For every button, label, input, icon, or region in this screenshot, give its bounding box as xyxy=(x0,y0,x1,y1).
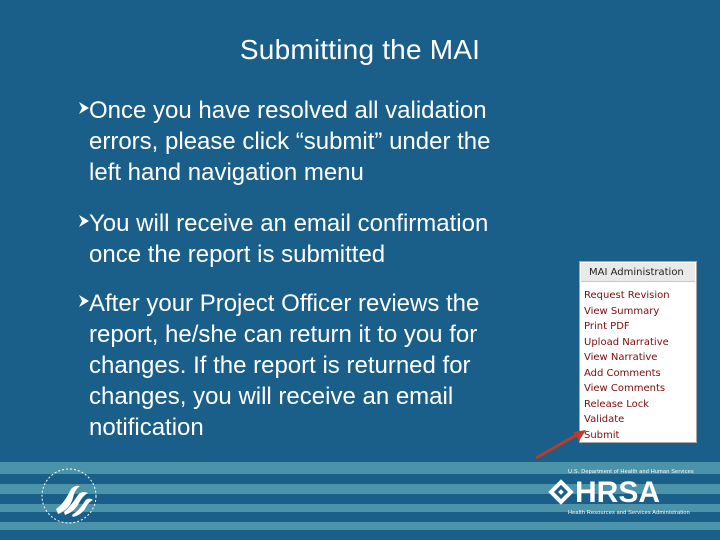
bullet-text xyxy=(89,288,559,443)
bullet-line: changes, you will receive an email xyxy=(89,383,454,410)
menu-item-request-revision[interactable]: Request Revision xyxy=(584,290,670,301)
menu-item-validate[interactable]: Validate xyxy=(584,414,625,425)
hrsa-department-line: U.S. Department of Health and Human Services xyxy=(568,469,694,475)
hrsa-wordmark: HRSA xyxy=(575,476,661,509)
menu-item-upload-narrative[interactable]: Upload Narrative xyxy=(584,336,669,348)
menu-item-view-summary[interactable]: View Summary xyxy=(584,305,660,317)
bullet-line: notification xyxy=(89,414,204,441)
menu-item-submit[interactable]: Submit xyxy=(584,429,620,441)
bullet-line: After your Project Officer reviews the xyxy=(89,290,480,317)
hrsa-logo xyxy=(548,466,708,524)
bullet-line: left hand navigation menu xyxy=(89,159,364,186)
bullet-line: report, he/she can return it to you for xyxy=(89,321,478,348)
bullet-line: You will receive an email confirmation xyxy=(89,210,489,237)
bullet-text xyxy=(89,208,559,270)
mai-administration-menu xyxy=(579,261,697,443)
bullet-line: once the report is submitted xyxy=(89,241,386,268)
red-pointer-arrow-icon xyxy=(532,428,588,462)
mai-menu-header: MAI Administration xyxy=(581,263,695,282)
hrsa-logo-mark-icon xyxy=(548,479,574,505)
menu-item-view-comments[interactable]: View Comments xyxy=(584,383,666,394)
mai-menu-items xyxy=(584,288,670,443)
menu-item-release-lock[interactable]: Release Lock xyxy=(584,398,650,410)
hrsa-agency-line: Health Resources and Services Administration xyxy=(568,510,690,516)
hhs-seal-icon xyxy=(38,465,108,527)
menu-item-print-pdf[interactable]: Print PDF xyxy=(584,321,630,332)
menu-item-view-narrative[interactable]: View Narrative xyxy=(584,352,658,363)
menu-item-add-comments[interactable]: Add Comments xyxy=(584,367,661,379)
slide-title: Submitting the MAI xyxy=(239,34,481,65)
bullet-line: changes. If the report is returned for xyxy=(89,352,471,379)
bullet-line: errors, please click “submit” under the xyxy=(89,128,491,155)
bullet-text xyxy=(89,95,559,188)
bullet-line: Once you have resolved all validation xyxy=(89,97,487,124)
